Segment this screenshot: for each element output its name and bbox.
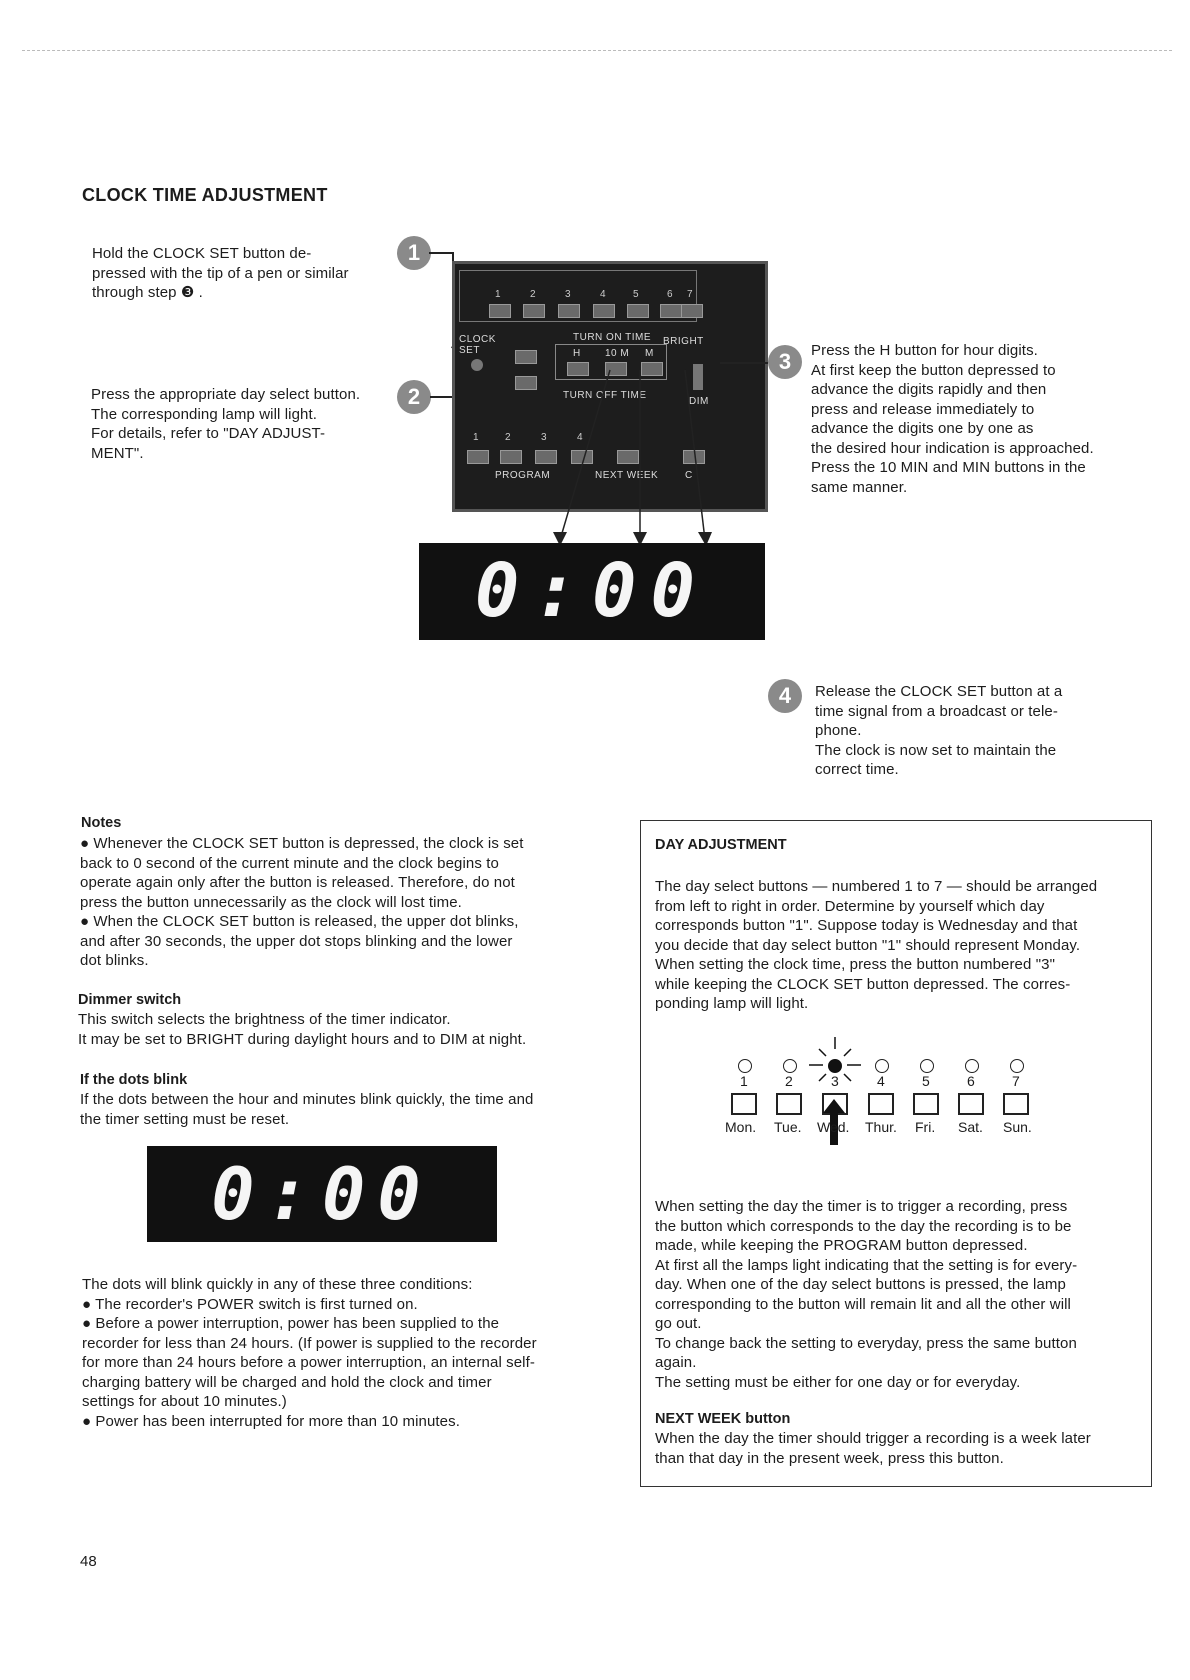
lamp-icon	[738, 1059, 752, 1073]
dim-label: DIM	[689, 396, 709, 407]
next-week-heading: NEXT WEEK button	[655, 1411, 791, 1427]
10m-label: 10 M	[605, 348, 630, 359]
para1-line: The day select buttons — numbered 1 to 7 — should be arranged	[655, 878, 1098, 895]
panel-top-number: 2	[530, 289, 536, 300]
notes-line: dot blinks.	[80, 952, 149, 969]
step2-line: The corresponding lamp will light.	[91, 405, 318, 423]
lamp-icon	[875, 1059, 889, 1073]
panel-bottom-number: 2	[505, 432, 511, 443]
day-select-button[interactable]	[913, 1093, 939, 1115]
step1-leader	[429, 252, 453, 254]
notes-line: ● When the CLOCK SET button is released, the upper dot blinks,	[80, 913, 519, 930]
day-button[interactable]	[593, 304, 615, 318]
bright-label: BRIGHT	[663, 336, 704, 347]
c-label: C	[685, 470, 693, 481]
panel-top-number: 1	[495, 289, 501, 300]
turn-on-time-label: TURN ON TIME	[573, 332, 652, 343]
para2-line: go out.	[655, 1315, 702, 1332]
day-name: Mon.	[725, 1119, 757, 1135]
conditions-line: charging battery will be charged and hold the clock and timer	[82, 1373, 492, 1391]
para2-line: made, while keeping the PROGRAM button depressed.	[655, 1237, 1028, 1254]
conditions-line: ● Before a power interruption, power has been supplied to the	[82, 1315, 500, 1332]
day-select-button[interactable]	[731, 1093, 757, 1115]
step2-badge: 2	[397, 380, 431, 414]
program-slot-button[interactable]	[467, 450, 489, 464]
panel-arrows	[520, 360, 740, 560]
day-select-button[interactable]	[776, 1093, 802, 1115]
day-name: Thur.	[865, 1119, 897, 1135]
step4-line: The clock is now set to maintain the	[815, 741, 1057, 759]
day-button[interactable]	[681, 304, 703, 318]
para1-line: When setting the clock time, press the button numbered "3"	[655, 956, 1055, 973]
notes-line: back to 0 second of the current minute and the clock begins to	[80, 854, 499, 872]
step3-text	[811, 341, 1151, 497]
step2-line: MENT".	[91, 444, 144, 462]
day-name: Fri.	[915, 1119, 936, 1135]
day-adjustment-para2	[655, 1197, 1137, 1392]
lamp-icon	[783, 1059, 797, 1073]
conditions-line: for more than 24 hours before a power interruption, an internal self-	[82, 1354, 535, 1371]
panel-bottom-number: 3	[541, 432, 547, 443]
day-number: 6	[967, 1073, 975, 1089]
conditions-line: ● Power has been interrupted for more than 10 minutes.	[82, 1412, 460, 1430]
day-select-button[interactable]	[868, 1093, 894, 1115]
step3-line: advance the digits rapidly and then	[811, 381, 1047, 398]
day-button[interactable]	[523, 304, 545, 318]
notes-heading: Notes	[81, 815, 122, 831]
conditions-line: settings for about 10 minutes.)	[82, 1393, 287, 1410]
conditions-text	[82, 1275, 594, 1431]
step3-line: advance the digits one by one as	[811, 420, 1034, 437]
para2-line: the button which corresponds to the day the recording is to be	[655, 1217, 1072, 1235]
lamp-icon	[920, 1059, 934, 1073]
day-name: Tue.	[774, 1119, 802, 1135]
para2-line: To change back the setting to everyday, press the same button	[655, 1334, 1077, 1352]
para2-line: again.	[655, 1354, 697, 1371]
day-number: 3	[831, 1073, 839, 1089]
notes-line: operate again only after the button is released. Therefore, do not	[80, 874, 515, 891]
dimmer-text	[78, 1010, 598, 1049]
para2-line: At first all the lamps light indicating that the setting is for every-	[655, 1256, 1078, 1274]
top-rule	[22, 50, 1172, 52]
dots-blink-heading: If the dots blink	[80, 1072, 188, 1088]
step3-line: Press the H button for hour digits.	[811, 342, 1038, 359]
para2-line: corresponding to the button will remain lit and all the other will	[655, 1295, 1071, 1313]
para1-line: corresponds button "1". Suppose today is Wednesday and that	[655, 917, 1078, 934]
day-number: 5	[922, 1073, 930, 1089]
day-button[interactable]	[489, 304, 511, 318]
step1-badge: 1	[397, 236, 431, 270]
step2-leader	[430, 396, 454, 398]
dots-blink-text	[80, 1090, 600, 1129]
panel-top-number: 3	[565, 289, 571, 300]
step3-line: Press the 10 MIN and MIN buttons in the	[811, 459, 1086, 476]
next-week-label: NEXT WEEK	[595, 470, 659, 481]
step3-line: same manner.	[811, 478, 908, 496]
lamp-icon	[1010, 1059, 1024, 1073]
clock-set-label: CLOCK SET	[459, 334, 496, 356]
day-name: Sat.	[958, 1119, 983, 1135]
day-adjustment-para1	[655, 877, 1137, 1014]
para2-line: When setting the day the timer is to trigger a recording, press	[655, 1198, 1068, 1215]
para1-line: you decide that day select button "1" should represent Monday.	[655, 936, 1081, 954]
next-week-line: than that day in the present week, press this button.	[655, 1449, 1004, 1467]
next-week-line: When the day the timer should trigger a recording is a week later	[655, 1430, 1091, 1447]
step3-line: press and release immediately to	[811, 400, 1035, 418]
day-selector-diagram	[725, 1043, 1051, 1163]
clock-display: 0:00	[419, 543, 765, 640]
day-number: 4	[877, 1073, 885, 1089]
day-button[interactable]	[558, 304, 580, 318]
blinking-display: 0:00	[147, 1146, 497, 1242]
lamp-icon	[965, 1059, 979, 1073]
step3-line: At first keep the button depressed to	[811, 361, 1056, 379]
step4-line: correct time.	[815, 761, 899, 778]
clock-set-button[interactable]	[471, 359, 483, 371]
panel-top-number: 4	[600, 289, 606, 300]
day-name: Wed.	[817, 1119, 850, 1135]
m-label: M	[645, 348, 654, 359]
dimmer-heading: Dimmer switch	[78, 992, 182, 1008]
step2-line: Press the appropriate day select button.	[91, 386, 361, 403]
step2-text	[91, 385, 401, 463]
conditions-line: recorder for less than 24 hours. (If power is supplied to the recorder	[82, 1334, 537, 1352]
para2-line: The setting must be either for one day or for everyday.	[655, 1373, 1021, 1391]
notes-text	[80, 834, 592, 971]
conditions-line: The dots will blink quickly in any of these three conditions:	[82, 1276, 473, 1293]
h-label: H	[573, 348, 581, 359]
notes-line: ● Whenever the CLOCK SET button is depressed, the clock is set	[80, 835, 524, 852]
day-button[interactable]	[660, 304, 682, 318]
para1-line: while keeping the CLOCK SET button depressed. The corres-	[655, 975, 1071, 993]
para1-line: from left to right in order. Determine by yourself which day	[655, 897, 1045, 915]
program-slot-button[interactable]	[500, 450, 522, 464]
dots-blink-line: the timer setting must be reset.	[80, 1110, 290, 1128]
panel-bottom-number: 4	[577, 432, 583, 443]
step3-badge: 3	[768, 345, 802, 379]
step3-line: the desired hour indication is approached.	[811, 439, 1094, 457]
panel-top-number: 7	[687, 289, 693, 300]
step3-leader	[720, 362, 768, 364]
page-title: CLOCK TIME ADJUSTMENT	[82, 185, 328, 205]
step1-text	[92, 244, 402, 303]
day-number: 1	[740, 1073, 748, 1089]
panel-top-number: 5	[633, 289, 639, 300]
para1-line: ponding lamp will light.	[655, 995, 809, 1012]
program-label: PROGRAM	[495, 470, 551, 481]
day-adjustment-heading: DAY ADJUSTMENT	[655, 837, 787, 853]
day-button[interactable]	[627, 304, 649, 318]
step1-line: pressed with the tip of a pen or similar	[92, 264, 349, 282]
page-number: 48	[80, 1553, 97, 1570]
step4-text	[815, 682, 1135, 780]
step4-line: time signal from a broadcast or tele-	[815, 702, 1058, 720]
step2-line: For details, refer to "DAY ADJUST-	[91, 425, 326, 442]
dimmer-line: It may be set to BRIGHT during daylight hours and to DIM at night.	[78, 1030, 527, 1048]
panel-bottom-number: 1	[473, 432, 479, 443]
day-number: 2	[785, 1073, 793, 1089]
day-number: 7	[1012, 1073, 1020, 1089]
dimmer-line: This switch selects the brightness of the timer indicator.	[78, 1011, 451, 1028]
day-select-button[interactable]	[958, 1093, 984, 1115]
notes-line: press the button unnecessarily as the clock will lost time.	[80, 893, 462, 911]
step4-line: phone.	[815, 722, 862, 739]
panel-top-number: 6	[667, 289, 673, 300]
step1-line: Hold the CLOCK SET button de-	[92, 245, 312, 262]
notes-line: and after 30 seconds, the upper dot stops blinking and the lower	[80, 932, 513, 950]
day-adjustment-box	[640, 820, 1152, 1487]
day-select-button[interactable]	[1003, 1093, 1029, 1115]
para2-line: day. When one of the day select buttons is pressed, the lamp	[655, 1276, 1066, 1293]
step4-line: Release the CLOCK SET button at a	[815, 683, 1063, 700]
day-name: Sun.	[1003, 1119, 1032, 1135]
conditions-line: ● The recorder's POWER switch is first turned on.	[82, 1295, 418, 1313]
step1-line: through step ❸ .	[92, 284, 203, 301]
step4-badge: 4	[768, 679, 802, 713]
next-week-text	[655, 1429, 1137, 1468]
turn-off-time-label: TURN OFF TIME	[563, 390, 647, 401]
dots-blink-line: If the dots between the hour and minutes blink quickly, the time and	[80, 1091, 534, 1108]
